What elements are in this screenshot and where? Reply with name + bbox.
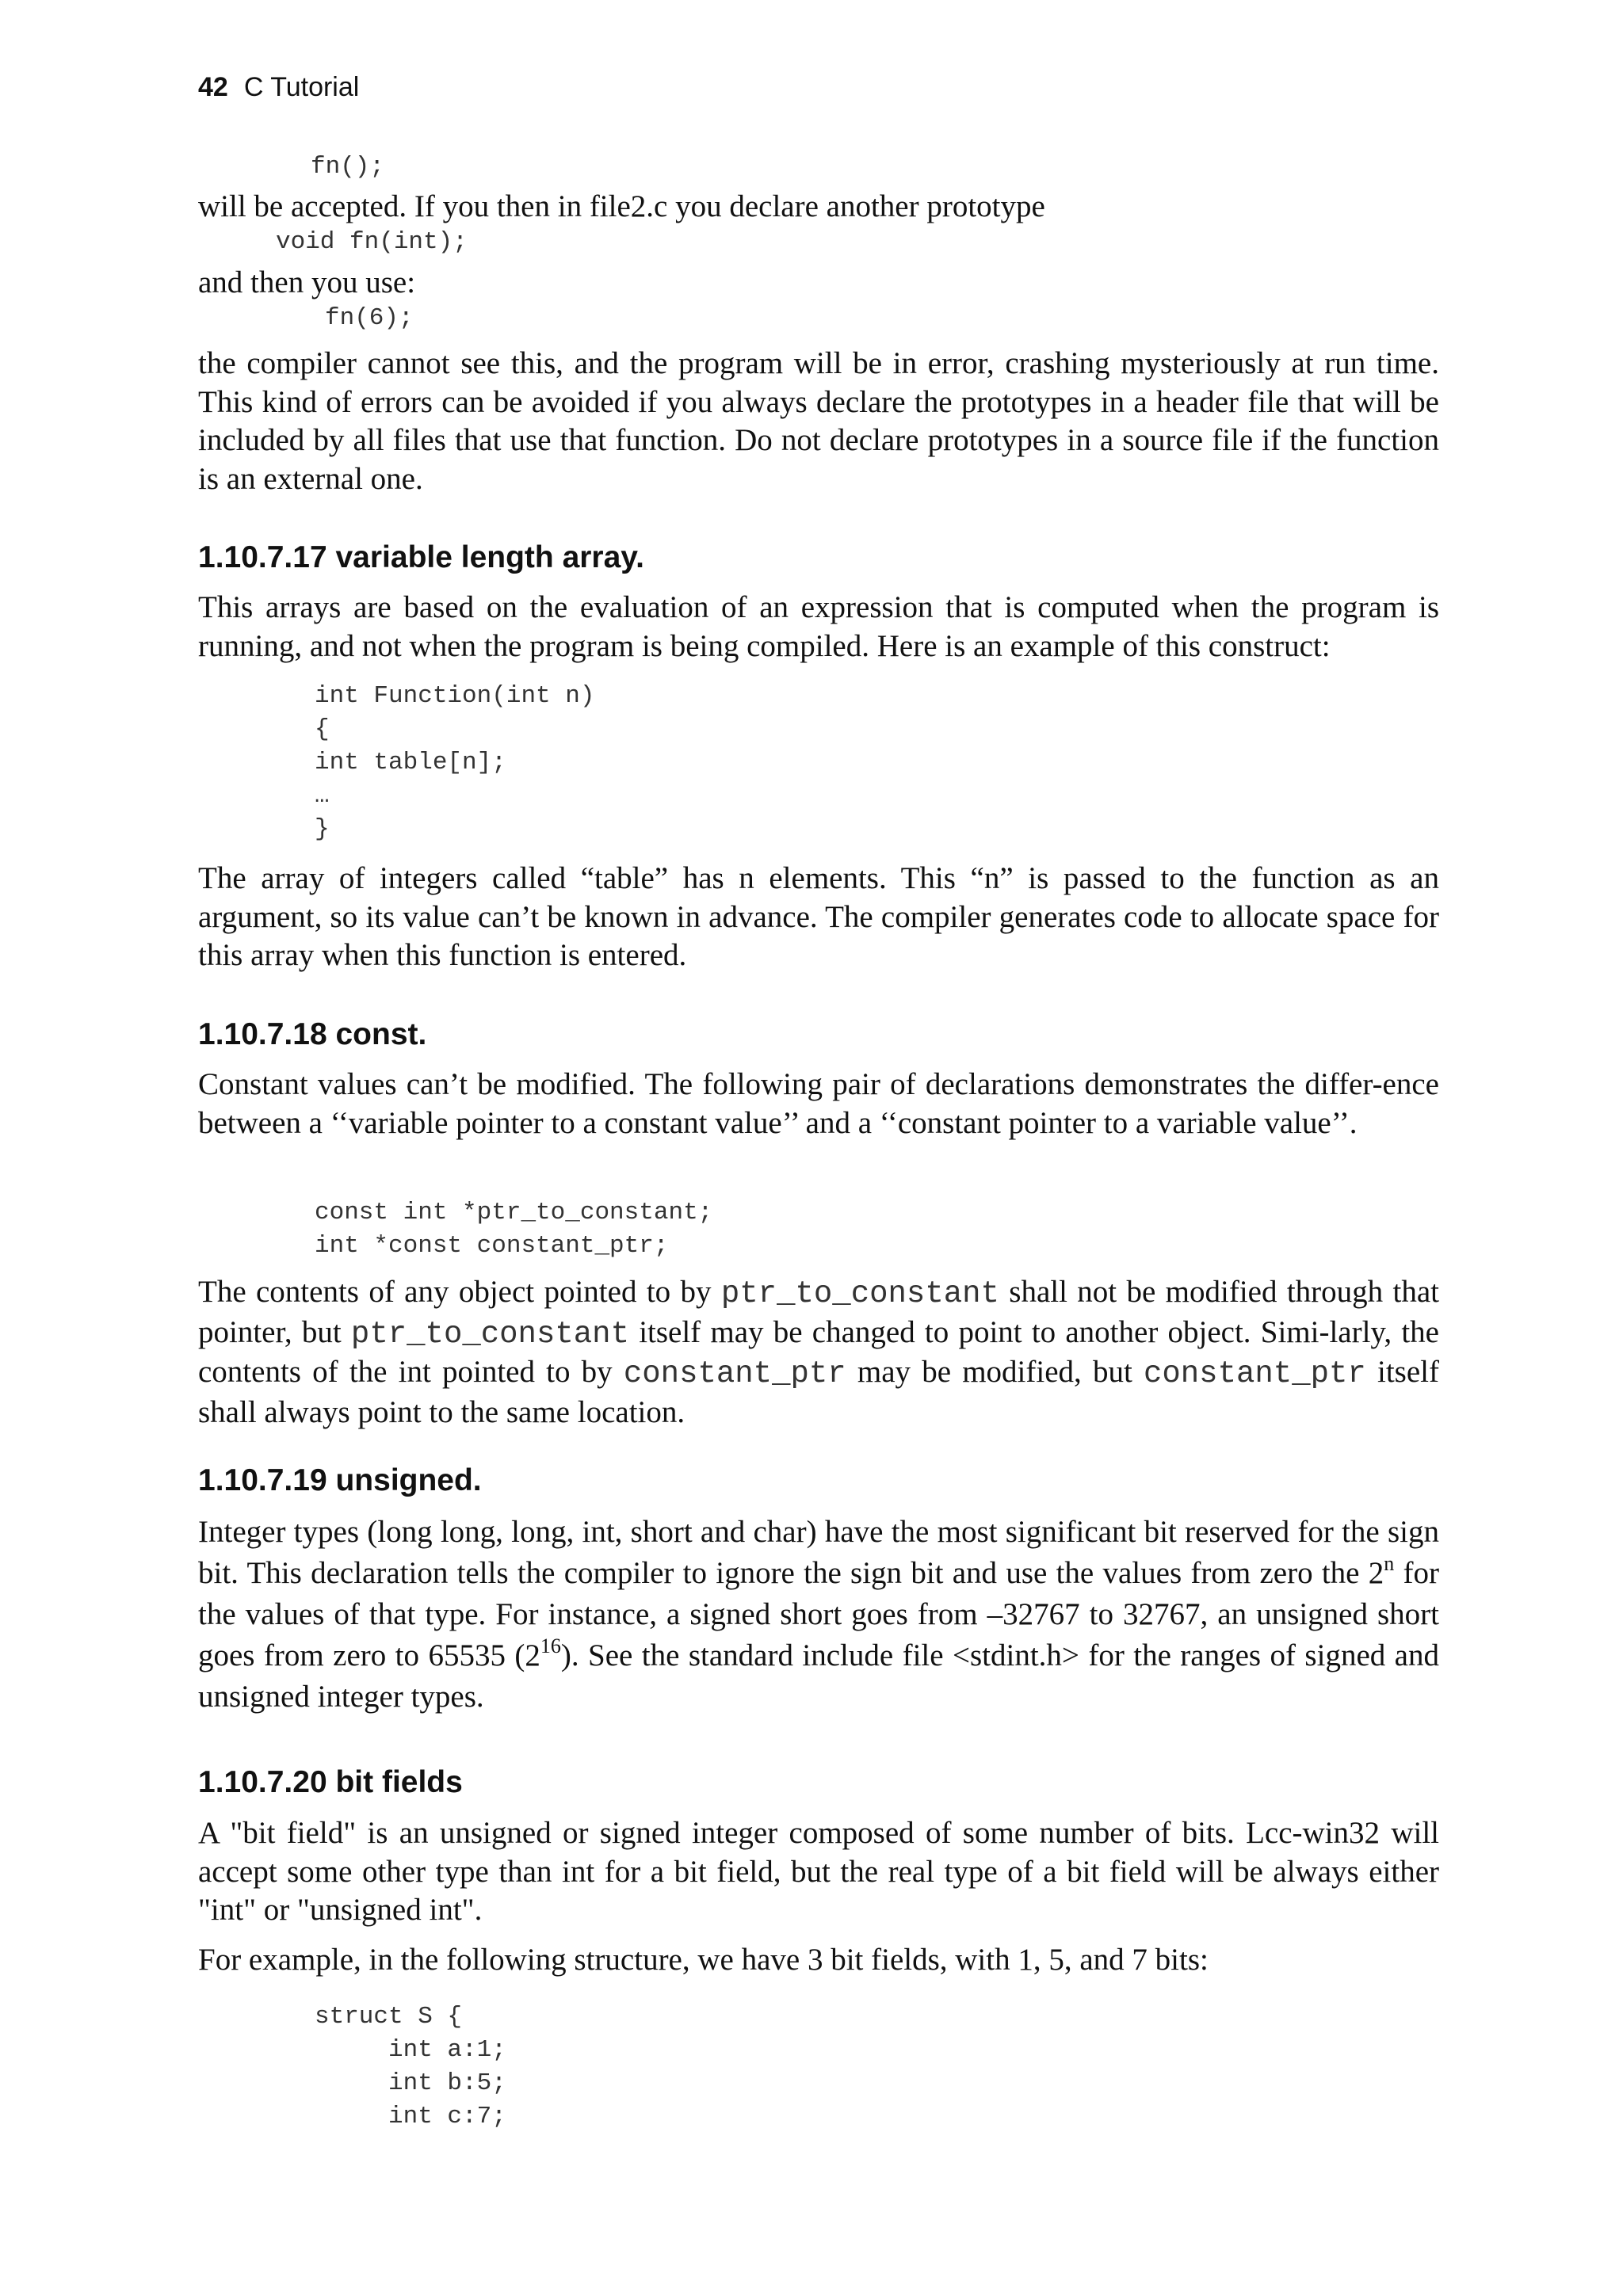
paragraph-const-explain: [198, 1273, 1439, 1432]
inline-code: ptr_to_constant: [350, 1316, 629, 1352]
page-number: 42: [198, 72, 228, 102]
paragraph-const-intro: Constant values can’t be modified. The following pair of declarations demonstrates the differ-ence between a ‘‘variable pointer to a constant value’’ and a ‘‘constant pointer to a variable value’’.: [198, 1067, 1439, 1140]
section-heading-unsigned: 1.10.7.19 unsigned.: [198, 1463, 482, 1497]
code-block-vla: [315, 680, 594, 846]
text-run: shall not be modified through that pointer, but: [198, 1275, 1439, 1349]
paragraph-bitfields-example: For example, in the following structure, we have 3 bit fields, with 1, 5, and 7 bits:: [198, 1943, 1209, 1977]
code-line: struct S {: [315, 2003, 463, 2031]
code-line: fn(6);: [325, 304, 414, 332]
inline-code: ptr_to_constant: [720, 1276, 999, 1311]
section-heading-vla: 1.10.7.17 variable length array.: [198, 540, 644, 574]
code-snippet-fn-call: [311, 151, 384, 184]
text-run: itself may be changed to point to another object. Simi-larly, the contents of the int pointed to by: [198, 1314, 1439, 1389]
code-block-struct: [315, 2000, 506, 2134]
code-line: void fn(int);: [276, 228, 468, 256]
text-run: may be modified, but: [846, 1355, 1144, 1389]
text-run: itself shall always point to the same location.: [198, 1355, 1439, 1429]
code-line: …: [315, 782, 330, 810]
paragraph-unsigned: [198, 1512, 1439, 1718]
superscript: n: [1384, 1552, 1395, 1575]
code-line: int b:5;: [315, 2069, 506, 2097]
paragraph-then-use: and then you use:: [198, 265, 416, 299]
superscript: 16: [540, 1634, 561, 1657]
text-run: The contents of any object pointed to by: [198, 1275, 721, 1309]
code-block-const: [315, 1196, 712, 1263]
running-header: [198, 70, 359, 105]
inline-code: constant_ptr: [623, 1356, 846, 1391]
code-line: int c:7;: [315, 2103, 506, 2130]
section-heading-bitfields: 1.10.7.20 bit fields: [198, 1765, 463, 1799]
paragraph-accepted: will be accepted. If you then in file2.c you declare another prototype: [198, 189, 1045, 223]
paragraph-vla-explain: The array of integers called “table” has n elements. This “n” is passed to the function as an argument, so its value can’t be known in advance. The compiler generates code to allocate space for this array when this function is entered.: [198, 861, 1439, 972]
code-line: }: [315, 815, 330, 843]
code-line: const int *ptr_to_constant;: [315, 1199, 713, 1226]
code-line: fn();: [311, 153, 385, 181]
text-run: for the values of that type. For instance, a signed short goes from –32767 to 32767, an unsigned short goes from zero to 65535 (2: [198, 1556, 1439, 1672]
inline-code: constant_ptr: [1143, 1356, 1366, 1391]
code-line: int table[n];: [315, 749, 506, 776]
code-line: int *const constant_ptr;: [315, 1232, 669, 1260]
paragraph-vla-intro: This arrays are based on the evaluation of an expression that is computed when the program is running, and not when the program is being compiled. Here is an example of this construct:: [198, 590, 1439, 663]
paragraph-compiler-error: the compiler cannot see this, and the program will be in error, crashing mysteriously at run time. This kind of errors can be avoided if you always declare the prototypes in a header file that will be included by all files that use that function. Do not declare prototypes in a source file if the function is an external one.: [198, 346, 1439, 496]
code-line: int a:1;: [315, 2036, 506, 2064]
text-run: Integer types (long long, long, int, short and char) have the most significant bit reserved for the sign bit. This declaration tells the compiler to ignore the sign bit and use the values from zero the 2: [198, 1515, 1439, 1590]
code-snippet-prototype: [276, 226, 468, 259]
section-heading-const: 1.10.7.18 const.: [198, 1017, 427, 1051]
text-run: ). See the standard include file <stdint.h> for the ranges of signed and unsigned integer types.: [198, 1638, 1439, 1714]
paragraph-bitfields: A "bit field" is an unsigned or signed integer composed of some number of bits. Lcc-win32 will accept some other type than int for a bit field, but the real type of a bit field will be always either "int" or "unsigned int".: [198, 1816, 1439, 1927]
code-line: int Function(int n): [315, 682, 595, 710]
code-line: {: [315, 715, 330, 743]
code-snippet-fn6: [325, 302, 414, 335]
running-title: C Tutorial: [243, 72, 360, 102]
